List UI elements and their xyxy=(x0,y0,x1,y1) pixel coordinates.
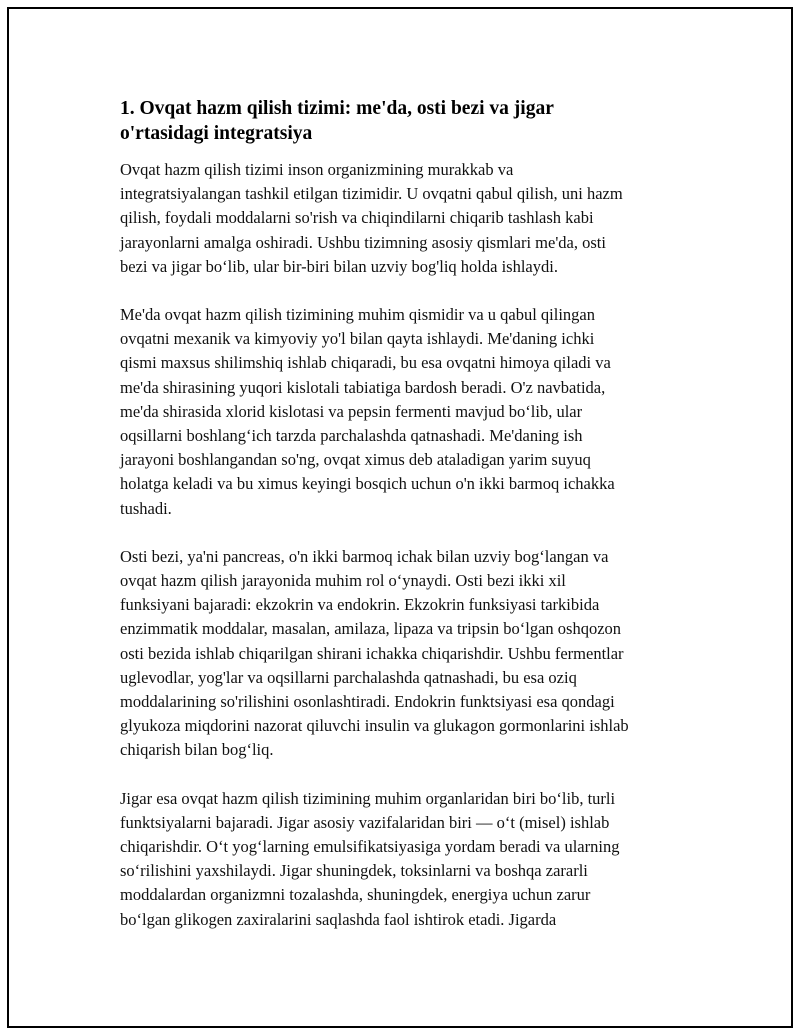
document-content xyxy=(120,96,690,956)
paragraph-stomach: Me'da ovqat hazm qilish tizimining muhim qismidir va u qabul qilingan ovqatni mexanik va kimyoviy yo'l bilan qayta ishlaydi. Me'daning ichki qismi maxsus shilimshiq ishlab chiqaradi, bu esa ovqatni himoya qiladi va me'da shirasining yuqori kislotali tabiatiga bardosh beradi. O'z navbatida, me'da shirasida xlorid kislotasi va pepsin fermenti mavjud bo‘lib, ular oqsillarni boshlang‘ich tarzda parchalashda qatnashadi. Me'daning ish jarayoni boshlangandan so'ng, ovqat ximus deb ataladigan yarim suyuq holatga keladi va bu ximus keyingi bosqich uchun o'n ikki barmoq ichakka tushadi. xyxy=(120,305,615,518)
paragraph-pancreas: Osti bezi, ya'ni pancreas, o'n ikki barmoq ichak bilan uzviy bog‘langan va ovqat hazm qilish jarayonida muhim rol o‘ynaydi. Osti bezi ikki xil funksiyani bajaradi: ekzokrin va endokrin. Ekzokrin funksiyasi tarkibida enzimmatik moddalar, masalan, amilaza, lipaza va tripsin bo‘lgan oshqozon osti bezida ishlab chiqarilgan shirani ichakka chiqarishdir. Ushbu fermentlar uglevodlar, yog'lar va oqsillarni parchalashda qatnashadi, bu esa oziq moddalarining so'rilishini osonlashtiradi. Endokrin funktsiyasi esa qondagi glyukoza miqdorini nazorat qiluvchi insulin va glukagon gormonlarini ishlab chiqarish bilan bog‘liq. xyxy=(120,546,629,760)
document-page xyxy=(7,7,793,1028)
paragraph-liver: Jigar esa ovqat hazm qilish tizimining muhim organlaridan biri bo‘lib, turli funktsiyalarni bajaradi. Jigar asosiy vazifalaridan biri — o‘t (misel) ishlab chiqarishdir. O‘t yog‘larning emulsifikatsiyasiga yordam beradi va ularning so‘rilishini yaxshilaydi. Jigar shuningdek, toksinlarni va boshqa zararli moddalardan organizmni tozalashda, shuningdek, energiya uchun zarur bo‘lgan glikogen zaxiralarini saqlashda faol ishtirok etadi. Jigarda xyxy=(120,788,620,929)
paragraph-intro: Ovqat hazm qilish tizimi inson organizmining murakkab va integratsiyalangan tashkil etilgan tizimidir. U ovqatni qabul qilish, uni hazm qilish, foydali moddalarni so'rish va chiqindilarni chiqarib tashlash kabi jarayonlarni amalga oshiradi. Ushbu tizimning asosiy qismlari me'da, osti bezi va jigar bo‘lib, ular bir-biri bilan uzviy bog'liq holda ishlaydi. xyxy=(120,160,623,276)
section-heading: 1. Ovqat hazm qilish tizimi: me'da, osti bezi va jigar o'rtasidagi integratsiya xyxy=(120,98,554,144)
